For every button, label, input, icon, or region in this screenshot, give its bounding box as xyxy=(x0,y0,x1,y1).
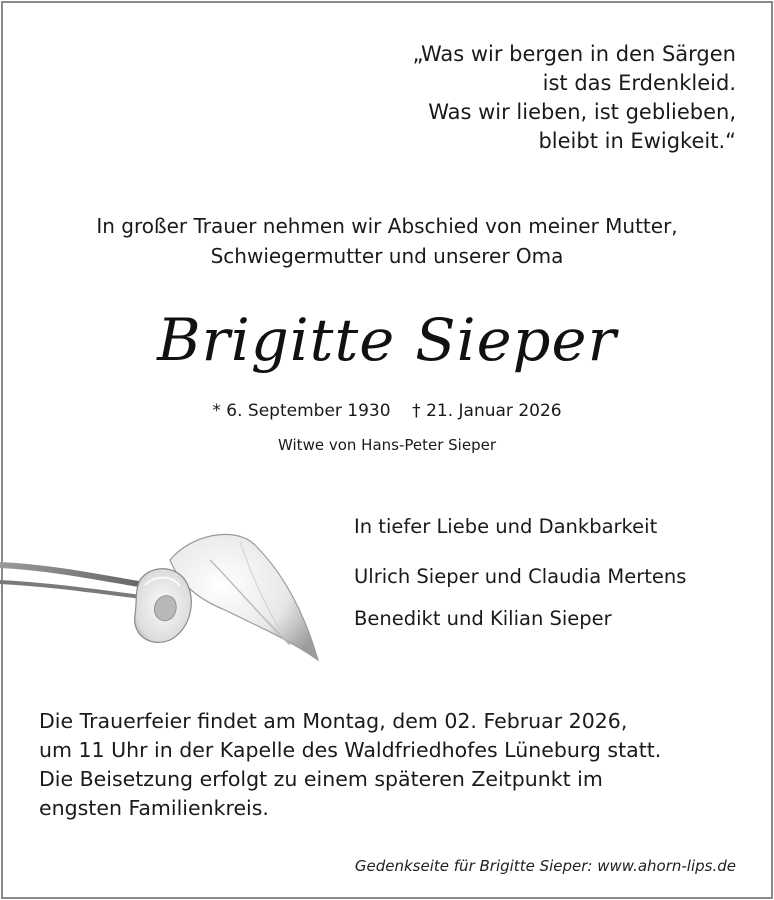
mourners-line: In tiefer Liebe und Dankbarkeit xyxy=(354,515,658,538)
mourners-line: Benedikt und Kilian Sieper xyxy=(354,607,612,630)
quote-line: „Was wir bergen in den Särgen xyxy=(412,42,736,66)
quote-line: Was wir lieben, ist geblieben, xyxy=(428,100,736,124)
life-dates: * 6. September 1930 † 21. Januar 2026 xyxy=(212,401,562,421)
intro-line: Schwiegermutter und unserer Oma xyxy=(210,244,564,268)
quote-line: bleibt in Ewigkeit.“ xyxy=(538,129,736,153)
widow-of: Witwe von Hans-Peter Sieper xyxy=(278,436,496,454)
quote-block xyxy=(413,40,736,156)
intro-line: In großer Trauer nehmen wir Abschied von meiner Mutter, xyxy=(96,214,678,238)
intro-text xyxy=(0,211,774,271)
funeral-line: um 11 Uhr in der Kapelle des Waldfriedhofes Lüneburg statt. xyxy=(39,738,662,762)
funeral-line: Die Beisetzung erfolgt zu einem späteren Zeitpunkt im xyxy=(39,767,603,791)
calla-lily-icon xyxy=(0,520,330,670)
memorial-page-link[interactable]: Gedenkseite für Brigitte Sieper: www.ahorn-lips.de xyxy=(354,857,736,875)
funeral-line: Die Trauerfeier findet am Montag, dem 02. Februar 2026, xyxy=(39,709,628,733)
mourners-line: Ulrich Sieper und Claudia Mertens xyxy=(354,565,687,588)
quote-line: ist das Erdenkleid. xyxy=(542,71,736,95)
deceased-name: Brigitte Sieper xyxy=(157,306,617,374)
funeral-line: engsten Familienkreis. xyxy=(39,796,269,820)
funeral-info xyxy=(39,707,661,823)
